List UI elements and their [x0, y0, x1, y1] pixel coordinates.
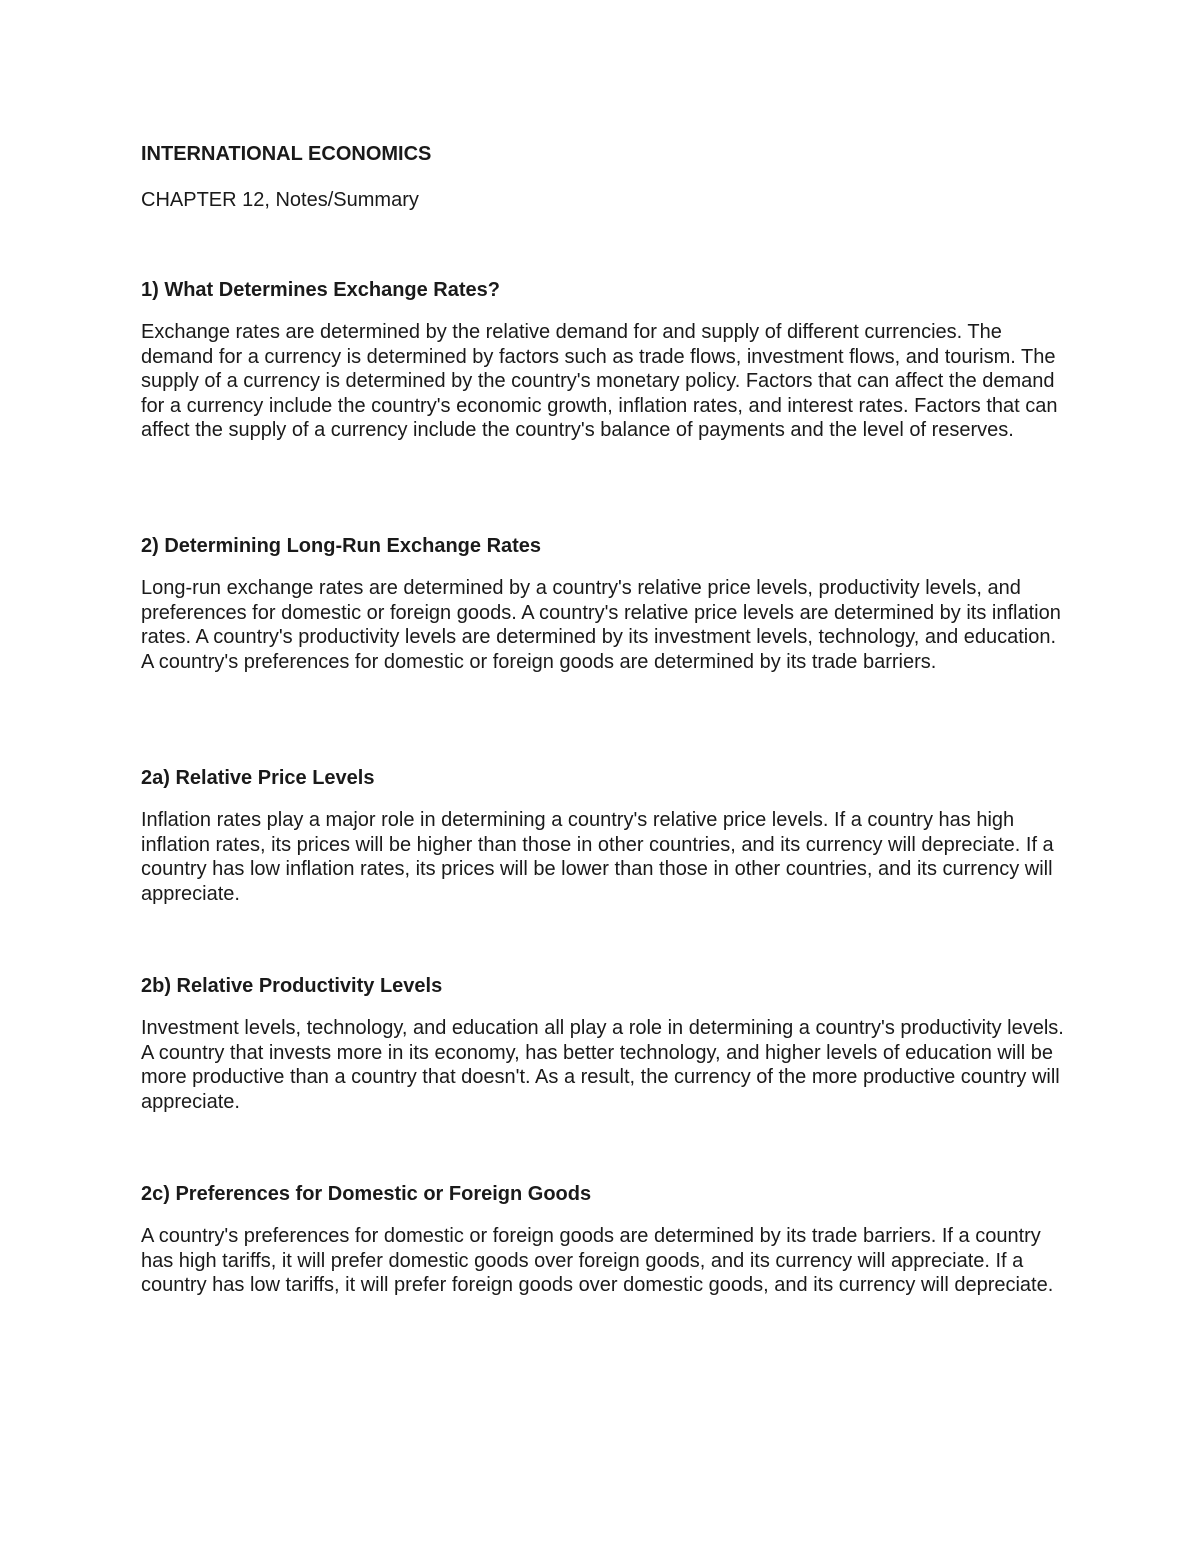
section-body: Investment levels, technology, and education all play a role in determining a country's productivity levels. A country that invests more in its economy, has better technology, and higher levels of education will be more productive than a country that doesn't. As a result, the currency of the more productive country will appreciate. [141, 1017, 1064, 1113]
section-preferences-goods [141, 1180, 1066, 1298]
section-body: Inflation rates play a major role in determining a country's relative price levels. If a country has high inflation rates, its prices will be higher than those in other countries, and its currency will depreciate. If a country has low inflation rates, its prices will be lower than those in other countries, and its currency will appreciate. [141, 809, 1054, 905]
document-subtitle: CHAPTER 12, Notes/Summary [141, 189, 419, 211]
section-heading: 2c) Preferences for Domestic or Foreign Goods [141, 1183, 592, 1205]
document-title: INTERNATIONAL ECONOMICS [141, 143, 432, 165]
section-heading: 2b) Relative Productivity Levels [141, 975, 443, 997]
section-relative-productivity-levels [141, 972, 1066, 1114]
section-heading: 2) Determining Long-Run Exchange Rates [141, 535, 542, 557]
section-exchange-rates [141, 276, 1066, 443]
section-body: Exchange rates are determined by the relative demand for and supply of different currencies. The demand for a currency is determined by factors such as trade flows, investment flows, and tourism. The supply of a currency is determined by the country's monetary policy. Factors that can affect the demand for a currency include the country's economic growth, inflation rates, and interest rates. Factors that can affect the supply of a currency include the country's balance of payments and the level of reserves. [141, 321, 1058, 442]
section-body: A country's preferences for domestic or foreign goods are determined by its trade barriers. If a country has high tariffs, it will prefer domestic goods over foreign goods, and its currency will appreciate. If a country has low tariffs, it will prefer foreign goods over domestic goods, and its currency will depreciate. [141, 1225, 1054, 1297]
section-heading: 1) What Determines Exchange Rates? [141, 279, 500, 301]
section-body: Long-run exchange rates are determined by a country's relative price levels, productivity levels, and preferences for domestic or foreign goods. A country's relative price levels are determined by its inflation rates. A country's productivity levels are determined by its investment levels, technology, and education. A country's preferences for domestic or foreign goods are determined by its trade barriers. [141, 577, 1061, 673]
section-heading: 2a) Relative Price Levels [141, 767, 375, 789]
section-long-run-exchange-rates [141, 532, 1066, 674]
section-relative-price-levels [141, 764, 1066, 906]
document-content [141, 140, 1066, 1297]
